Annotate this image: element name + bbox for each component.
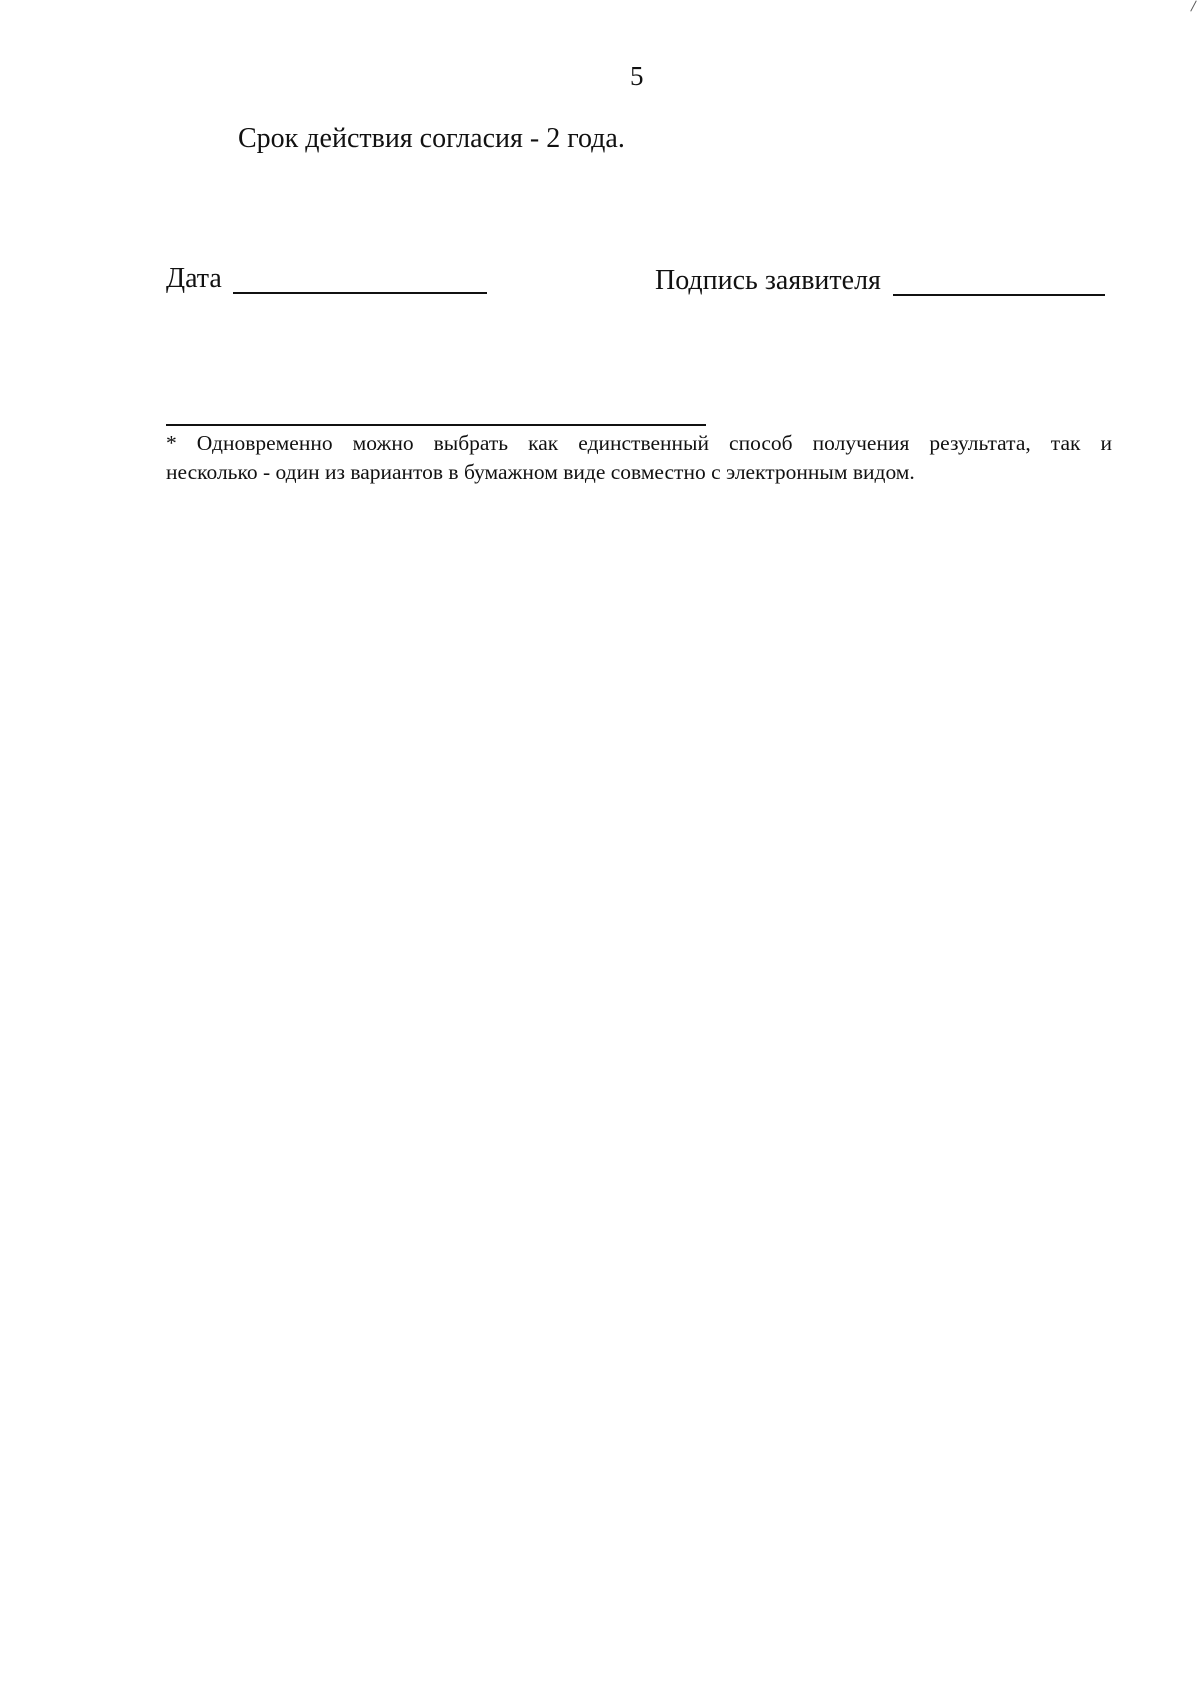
signature-label: Подпись заявителя: [655, 265, 881, 296]
footnote: [166, 429, 1112, 487]
footnote-line-1: * Одновременно можно выбрать как единственный способ получения результата, так и: [166, 431, 1112, 455]
signature-underline: [893, 294, 1105, 296]
scan-artifact: [1190, 0, 1197, 11]
date-label: Дата: [166, 263, 222, 294]
footnote-separator: [166, 424, 706, 426]
page-number: 5: [630, 61, 644, 91]
date-underline: [233, 292, 487, 294]
consent-term-text: Срок действия согласия - 2 года.: [238, 123, 625, 154]
footnote-line-2: несколько - один из вариантов в бумажном виде совместно с электронным видом.: [166, 460, 915, 484]
